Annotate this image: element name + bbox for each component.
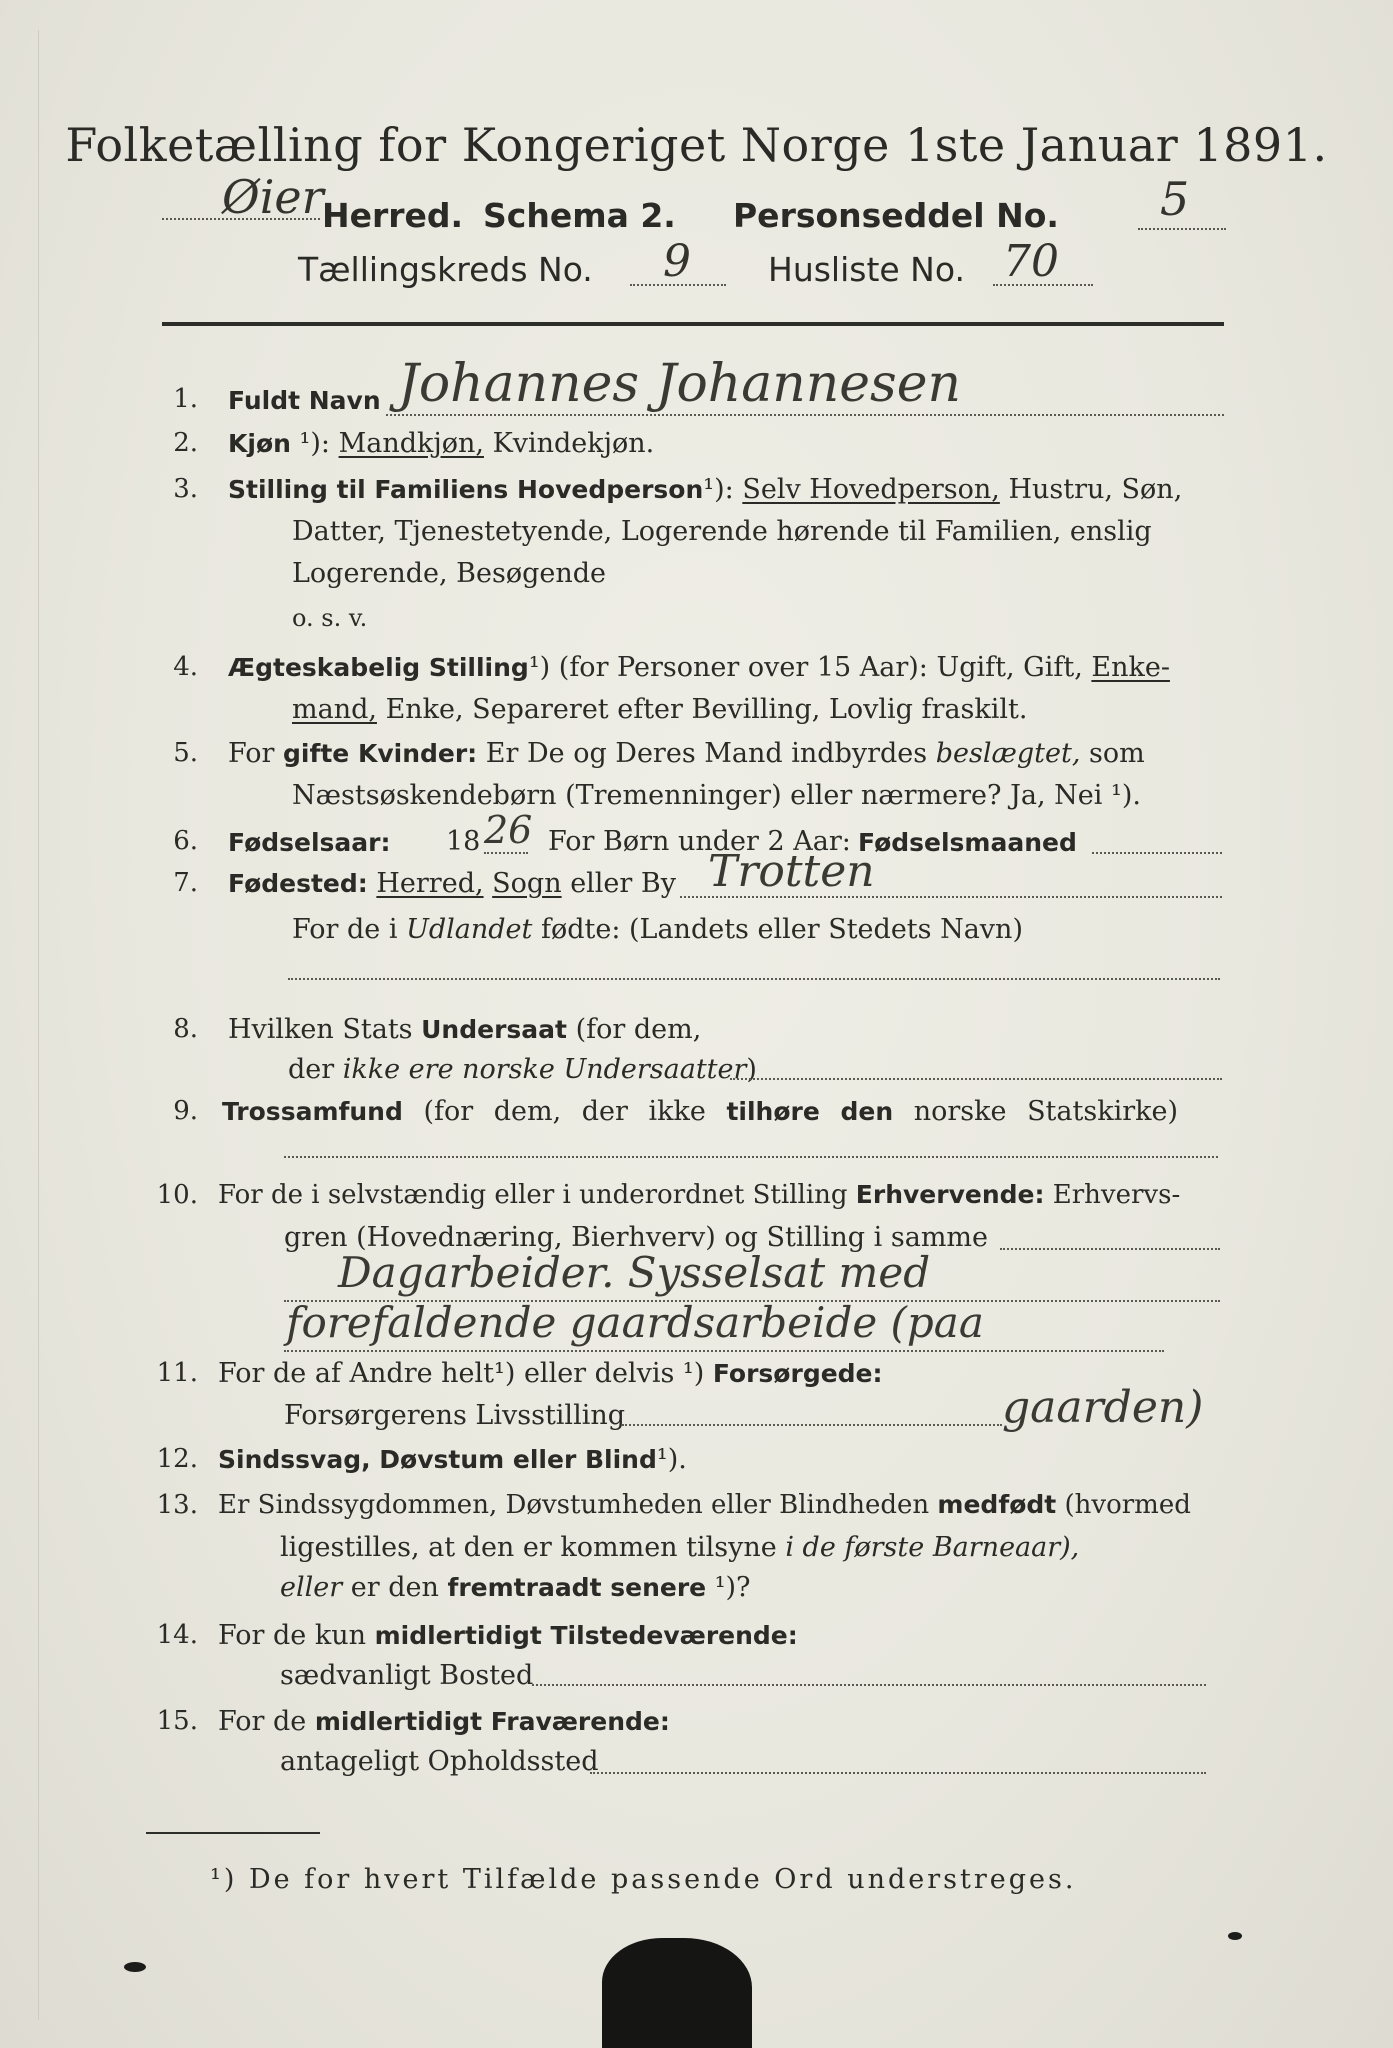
ink-mark [1228, 1932, 1242, 1940]
q6-answer-year: 26 [484, 808, 533, 852]
item-number: 2. [173, 428, 198, 458]
schema-label: Schema 2. [483, 196, 676, 235]
q13-row3 [280, 1572, 751, 1603]
q8-line1-a: Hvilken Stats [228, 1014, 413, 1045]
q7-answer-birthplace: Trotten [708, 846, 875, 897]
q11-dotted-line [622, 1424, 1002, 1426]
q5-italic: beslægtet, [935, 738, 1081, 769]
q10-label: Erhvervende: [855, 1180, 1045, 1209]
q7-line2-a: For de i [292, 914, 398, 945]
q13-row [218, 1490, 1191, 1520]
q1-label: Fuldt Navn [228, 386, 381, 415]
herred-handwritten: Øier [222, 170, 324, 224]
q6-dotted-line [484, 852, 528, 854]
item-number: 10. [156, 1180, 198, 1210]
q1-dotted-line [386, 414, 1224, 416]
q4-option-enkemand-a: Enke- [1091, 652, 1170, 683]
q5-end: som [1089, 738, 1145, 769]
q11-answer: gaarden) [1002, 1382, 1204, 1433]
q8-line1-c: (for dem, [575, 1014, 702, 1045]
q4-line2: Enke, Separeret efter Bevilling, Lovlig fraskilt. [385, 694, 1028, 725]
q14-row [218, 1620, 798, 1651]
q8-line2-a: der [288, 1054, 335, 1085]
q13-line3-bold: fremtraadt senere [447, 1573, 707, 1602]
paper-damage-hole [602, 1938, 752, 2048]
q14-line2: sædvanligt Bosted [280, 1660, 534, 1691]
q3-row [228, 474, 1182, 505]
q11-row [218, 1358, 883, 1389]
q9-end: norske Statskirke) [913, 1096, 1178, 1127]
q3-label: Stilling til Familiens Hovedperson [228, 475, 704, 504]
q7-option-sogn: Sogn [492, 868, 562, 899]
q13-line2-italic: i de første Barneaar), [785, 1532, 1080, 1563]
q7-row2 [292, 914, 1023, 945]
q5-label-a: For [228, 738, 275, 769]
q12-superscript: ¹). [656, 1444, 687, 1475]
q4-option-enkemand-b: mand, [292, 694, 377, 725]
q10-answer-line1: Dagarbeider. Sysselsat med [338, 1248, 931, 1297]
q4-row [228, 652, 1170, 683]
q4-line1: (for Personer over 15 Aar): Ugift, Gift, [558, 652, 1083, 683]
header-divider [162, 322, 1224, 326]
footnote: ¹) De for hvert Tilfælde passende Ord understreges. [210, 1864, 1077, 1895]
q8-label: Undersaat [421, 1015, 567, 1044]
q7-row [228, 868, 676, 899]
q15-dotted-line [590, 1772, 1206, 1774]
q3-rest: Hustru, Søn, [1008, 474, 1183, 505]
q3-line2: Datter, Tjenestetyende, Logerende hørende til Familien, enslig [292, 516, 1152, 547]
q11-line1-a: For de af Andre helt [218, 1358, 495, 1389]
q5-line2: Næstsøskendebørn (Tremenninger) eller nærmere? Ja, Nei ¹). [292, 780, 1141, 811]
q10-dotted-line-1 [1000, 1248, 1220, 1250]
q8-row [228, 1014, 701, 1045]
q13-line1-a: Er Sindssygdommen, Døvstumheden eller Blindheden [218, 1490, 930, 1520]
q15-line2: antageligt Opholdssted [280, 1746, 599, 1777]
item-number: 13. [156, 1490, 198, 1520]
q12-label: Sindssvag, Døvstum eller Blind [218, 1445, 657, 1474]
q8-dotted-line [730, 1078, 1222, 1080]
item-number: 4. [173, 652, 198, 682]
q6-mid: For Børn under 2 Aar: [548, 826, 851, 857]
q15-line1-a: For de [218, 1706, 307, 1737]
page-edge-line [38, 30, 39, 2020]
personseddel-label: Personseddel No. [733, 196, 1059, 235]
personseddel-dotted-line [1138, 228, 1226, 230]
husliste-label: Husliste No. [768, 250, 965, 289]
form-title: Folketælling for Kongeriget Norge 1ste Januar 1891. [65, 118, 1328, 172]
item-number: 8. [173, 1014, 198, 1044]
item-number: 14. [156, 1620, 198, 1650]
q13-line3-c: ¹)? [714, 1572, 751, 1603]
q10-dotted-line-3 [284, 1350, 1164, 1352]
q14-dotted-line [532, 1684, 1206, 1686]
q2-option-kvindekjon: Kvindekjøn. [492, 428, 655, 459]
q5-label-b: gifte Kvinder: [283, 739, 478, 768]
q2-label: Kjøn [228, 429, 291, 458]
q8-line2-italic: ikke ere norske Undersaatter [342, 1054, 747, 1085]
q11-label: Forsørgede: [712, 1359, 883, 1388]
q13-line3-italic: eller [280, 1572, 343, 1603]
herred-label: Herred. [322, 196, 464, 235]
q2-row [228, 428, 654, 459]
q9-row [222, 1096, 1178, 1127]
q9-label: Trossamfund [222, 1097, 403, 1126]
q6-label: Fødselsaar: [228, 828, 391, 857]
q13-bold: medfødt [937, 1490, 1057, 1519]
q3-line4: o. s. v. [292, 604, 368, 632]
q5-line1: Er De og Deres Mand indbyrdes [485, 738, 928, 769]
q6-prefix: 18 [446, 826, 481, 857]
q7-line2-italic: Udlandet [406, 914, 533, 945]
q7-option-herred: Herred, [376, 868, 484, 899]
q12-row [218, 1444, 687, 1475]
q8-row2 [288, 1054, 757, 1085]
item-number: 15. [156, 1706, 198, 1736]
q8-line2-b: ) [746, 1054, 757, 1085]
ink-mark [124, 1962, 146, 1972]
q10-answer-line2: forefaldende gaardsarbeide (paa [286, 1298, 984, 1347]
q7-label: Fødested: [228, 869, 368, 898]
q4-label: Ægteskabelig Stilling [228, 653, 529, 682]
taellingskreds-number: 9 [663, 236, 691, 287]
item-number: 7. [173, 868, 198, 898]
q11-line2: Forsørgerens Livsstilling [284, 1400, 626, 1431]
q7-foreign-dotted-line [288, 978, 1220, 980]
q11-line1-b: ¹) eller delvis ¹) [494, 1358, 705, 1389]
footnote-divider [146, 1832, 320, 1834]
item-number: 3. [173, 474, 198, 504]
q14-label: midlertidigt Tilstedeværende: [374, 1621, 798, 1650]
q14-line1-a: For de kun [218, 1620, 366, 1651]
q9-line1: (for dem, der ikke [423, 1096, 706, 1127]
husliste-number: 70 [1003, 236, 1059, 287]
q1-answer-name: Johannes Johannesen [398, 354, 961, 414]
q13-line3-a: er den [350, 1572, 439, 1603]
item-number: 12. [156, 1444, 198, 1474]
q5-row [228, 738, 1145, 769]
q7-rest: eller By [570, 868, 676, 899]
item-number: 5. [173, 738, 198, 768]
q7-dotted-line [680, 896, 1222, 898]
q15-label: midlertidigt Fraværende: [314, 1707, 670, 1736]
q10-line1-b: Erhvervs- [1052, 1180, 1181, 1210]
item-number: 6. [173, 826, 198, 856]
q2-option-mandkjon: Mandkjøn, [338, 428, 484, 459]
item-number: 11. [156, 1358, 198, 1388]
q13-row2 [280, 1532, 1079, 1563]
q7-line2-b: fødte: (Landets eller Stedets Navn) [540, 914, 1023, 945]
q6-label2: Fødselsmaaned [858, 828, 1077, 857]
personseddel-number: 5 [1160, 172, 1190, 226]
q13-line1-b: (hvormed [1064, 1490, 1191, 1520]
q13-line2-a: ligestilles, at den er kommen tilsyne [280, 1532, 777, 1563]
q3-option-selv-hovedperson: Selv Hovedperson, [742, 474, 1000, 505]
q3-superscript: ¹): [703, 474, 734, 505]
q3-line3: Logerende, Besøgende [292, 558, 606, 589]
item-number: 1. [173, 384, 198, 414]
q4-row2 [292, 694, 1027, 725]
q6-month-dotted-line [1092, 852, 1222, 854]
q4-superscript: ¹) [528, 652, 551, 683]
q10-row [218, 1180, 1180, 1210]
item-number: 9. [173, 1096, 198, 1126]
taellingskreds-label: Tællingskreds No. [298, 250, 593, 289]
q10-line1-a: For de i selvstændig eller i underordnet Stilling [218, 1180, 848, 1210]
q15-row [218, 1706, 670, 1737]
q2-superscript: ¹): [299, 428, 330, 459]
q9-dotted-line [284, 1156, 1218, 1158]
q9-bold: tilhøre den [726, 1097, 894, 1126]
q10-line2: gren (Hovednæring, Bierhverv) og Stilling i samme [284, 1222, 989, 1253]
